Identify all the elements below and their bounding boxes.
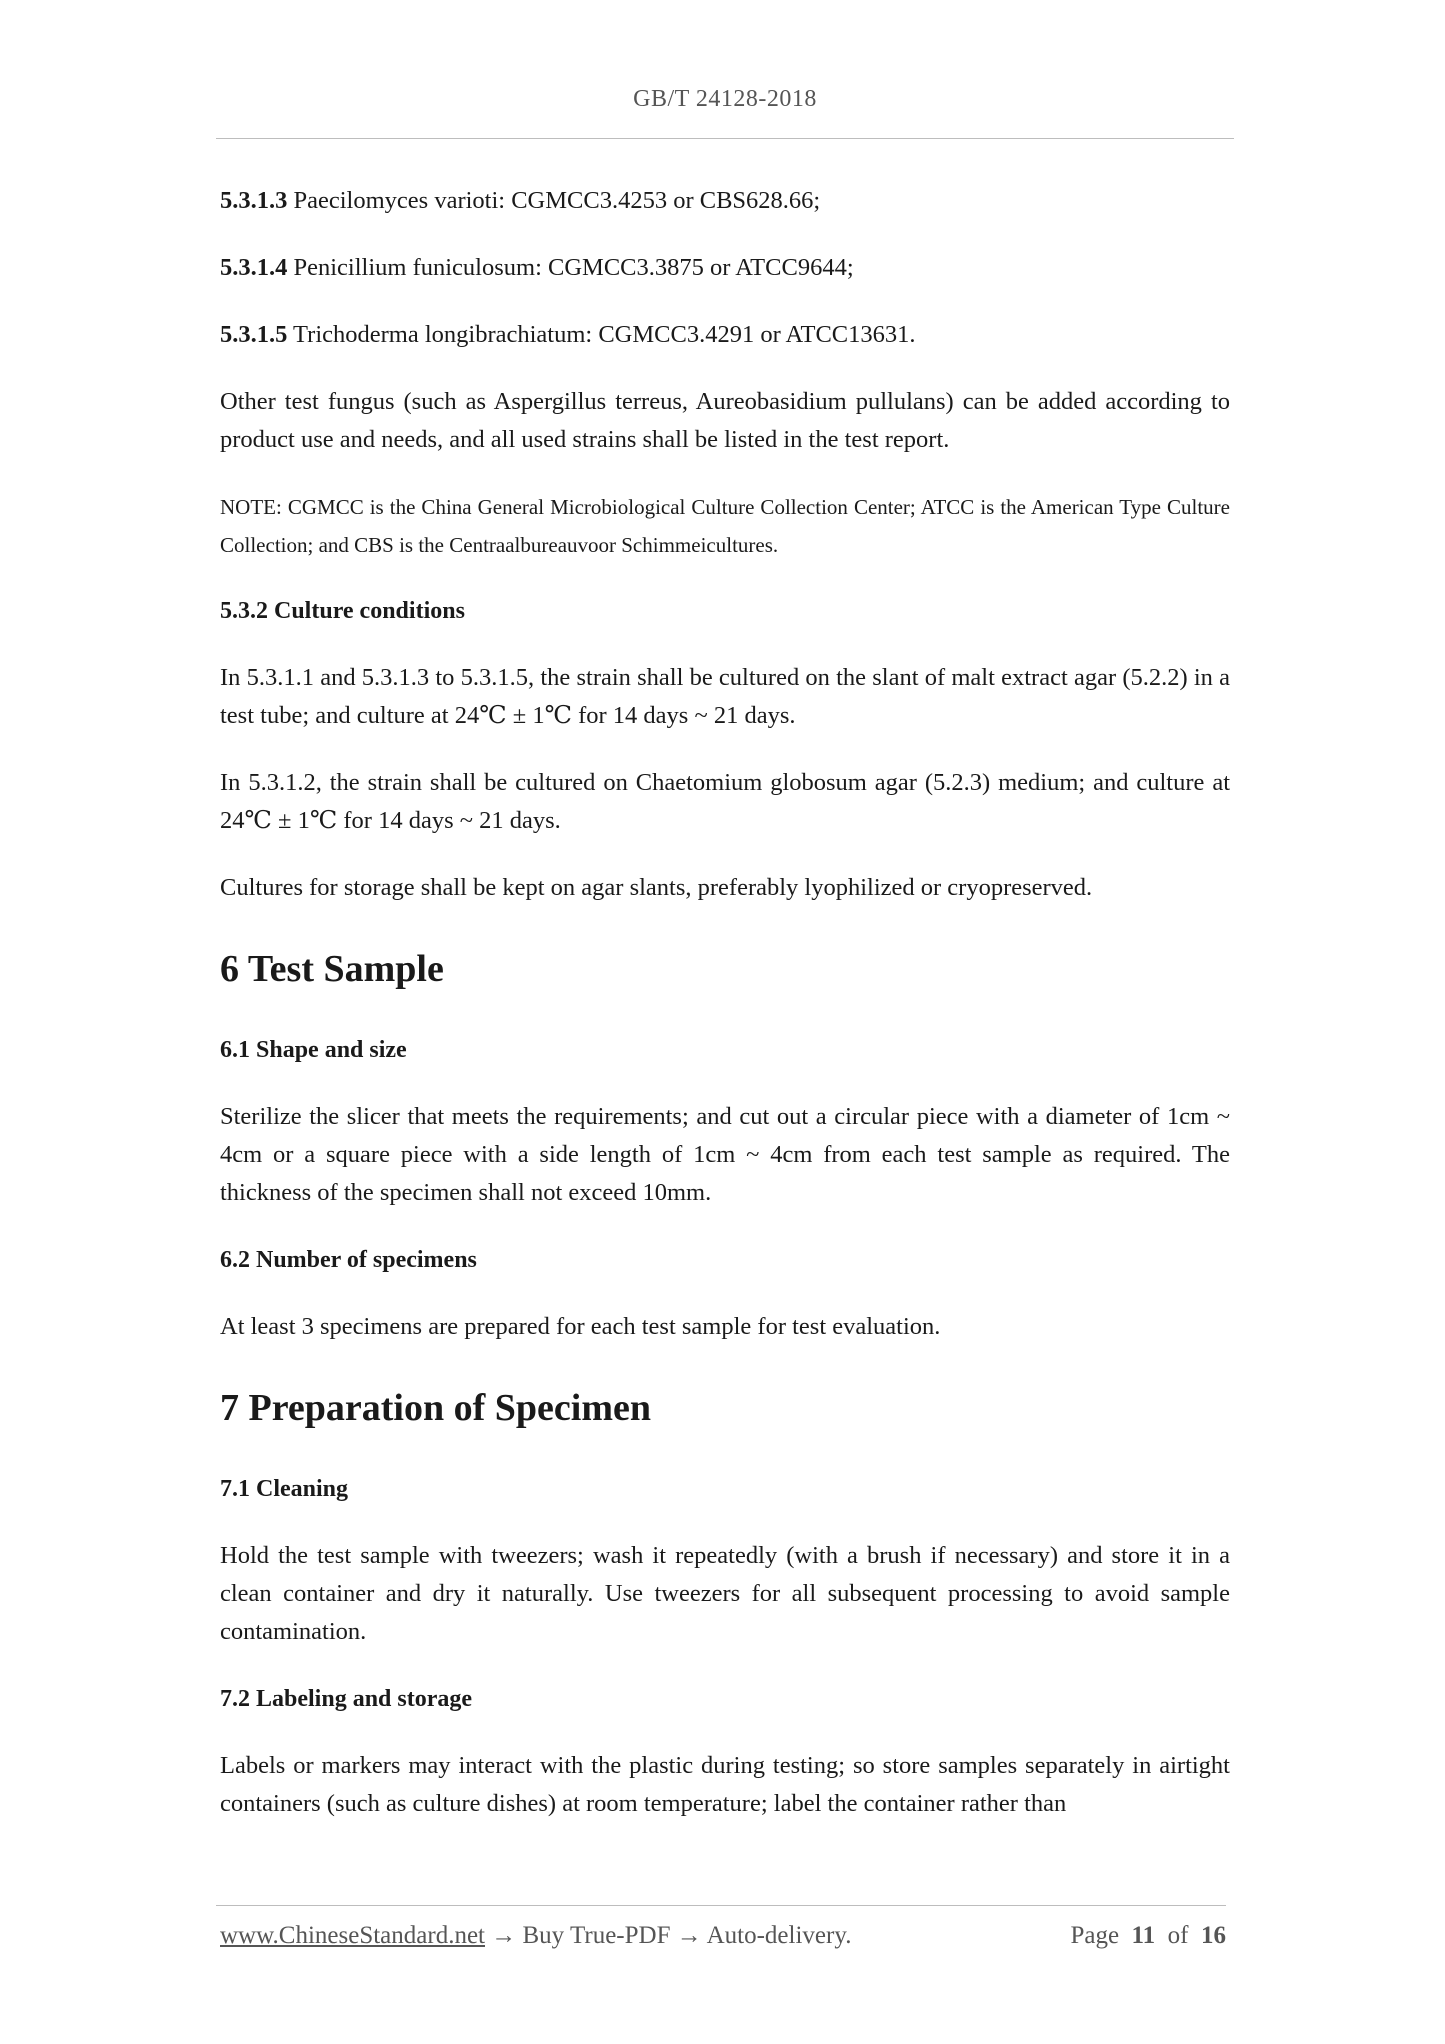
page-number (1070, 1922, 1226, 1950)
heading-7-1: 7.1 Cleaning (220, 1476, 349, 1502)
paragraph-culture-1: In 5.3.1.1 and 5.3.1.3 to 5.3.1.5, the strain shall be cultured on the slant of malt extract agar (5.2.2) in a test tube; and culture at 24℃ ± 1℃ for 14 days ~ 21 days. (220, 664, 1230, 729)
footer-divider (216, 1905, 1226, 1906)
page-footer (220, 1922, 1226, 1962)
clause-text: Penicillium funiculosum: CGMCC3.3875 or ATCC9644; (287, 254, 854, 281)
page-header: GB/T 24128-2018 (633, 86, 817, 112)
clause-number: 5.3.1.3 (220, 187, 288, 214)
paragraph-culture-3: Cultures for storage shall be kept on agar slants, preferably lyophilized or cryopreserved. (220, 874, 1093, 901)
heading-6-1: 6.1 Shape and size (220, 1037, 407, 1063)
clause-number: 5.3.1.5 (220, 321, 288, 348)
heading-6-2: 6.2 Number of specimens (220, 1247, 477, 1273)
heading-5-3-2: 5.3.2 Culture conditions (220, 598, 465, 624)
clause-text: Paecilomyces varioti: CGMCC3.4253 or CBS628.66; (287, 187, 821, 214)
clause-text: Trichoderma longibrachiatum: CGMCC3.4291 or ATCC13631. (287, 321, 916, 348)
clause-5-3-1-4 (220, 249, 1230, 287)
page-content (220, 182, 1230, 1852)
chapter-heading-7: 7 Preparation of Specimen (220, 1387, 651, 1429)
paragraph-cleaning: Hold the test sample with tweezers; wash it repeatedly (with a brush if necessary) and store it in a clean container and dry it naturally. Use tweezers for all subsequent processing to avoid sample contamination. (220, 1542, 1230, 1645)
clause-5-3-1-3 (220, 182, 1230, 220)
footer-promo (220, 1922, 851, 1950)
clause-number: 5.3.1.4 (220, 254, 288, 281)
note-paragraph: NOTE: CGMCC is the China General Microbiological Culture Collection Center; ATCC is the American Type Culture Collection; and CBS is the Centraalbureauvoor Schimmeicultures. (220, 495, 1230, 557)
paragraph-other-fungus: Other test fungus (such as Aspergillus terreus, Aureobasidium pullulans) can be added according to product use and needs, and all used strains shall be listed in the test report. (220, 388, 1230, 453)
page-total: 16 (1201, 1922, 1226, 1949)
clause-5-3-1-5 (220, 316, 1230, 354)
page-label: Page (1070, 1922, 1120, 1949)
paragraph-number-specimens: At least 3 specimens are prepared for each test sample for test evaluation. (220, 1313, 941, 1340)
page-current: 11 (1131, 1922, 1156, 1949)
website-link[interactable]: www.ChineseStandard.net (220, 1922, 485, 1949)
heading-7-2: 7.2 Labeling and storage (220, 1686, 473, 1712)
footer-promo-text: → Buy True-PDF → Auto-delivery. (485, 1922, 852, 1949)
paragraph-shape-size: Sterilize the slicer that meets the requirements; and cut out a circular piece with a diameter of 1cm ~ 4cm or a square piece with a side length of 1cm ~ 4cm from each test sample as required. The thickness of the specimen shall not exceed 10mm. (220, 1103, 1230, 1206)
paragraph-labeling: Labels or markers may interact with the plastic during testing; so store samples separately in airtight containers (such as culture dishes) at room temperature; label the container rather than (220, 1752, 1230, 1817)
paragraph-culture-2: In 5.3.1.2, the strain shall be cultured on Chaetomium globosum agar (5.2.3) medium; and culture at 24℃ ± 1℃ for 14 days ~ 21 days. (220, 769, 1230, 834)
header-divider (216, 138, 1234, 139)
chapter-heading-6: 6 Test Sample (220, 948, 444, 990)
of-label: of (1167, 1922, 1189, 1949)
